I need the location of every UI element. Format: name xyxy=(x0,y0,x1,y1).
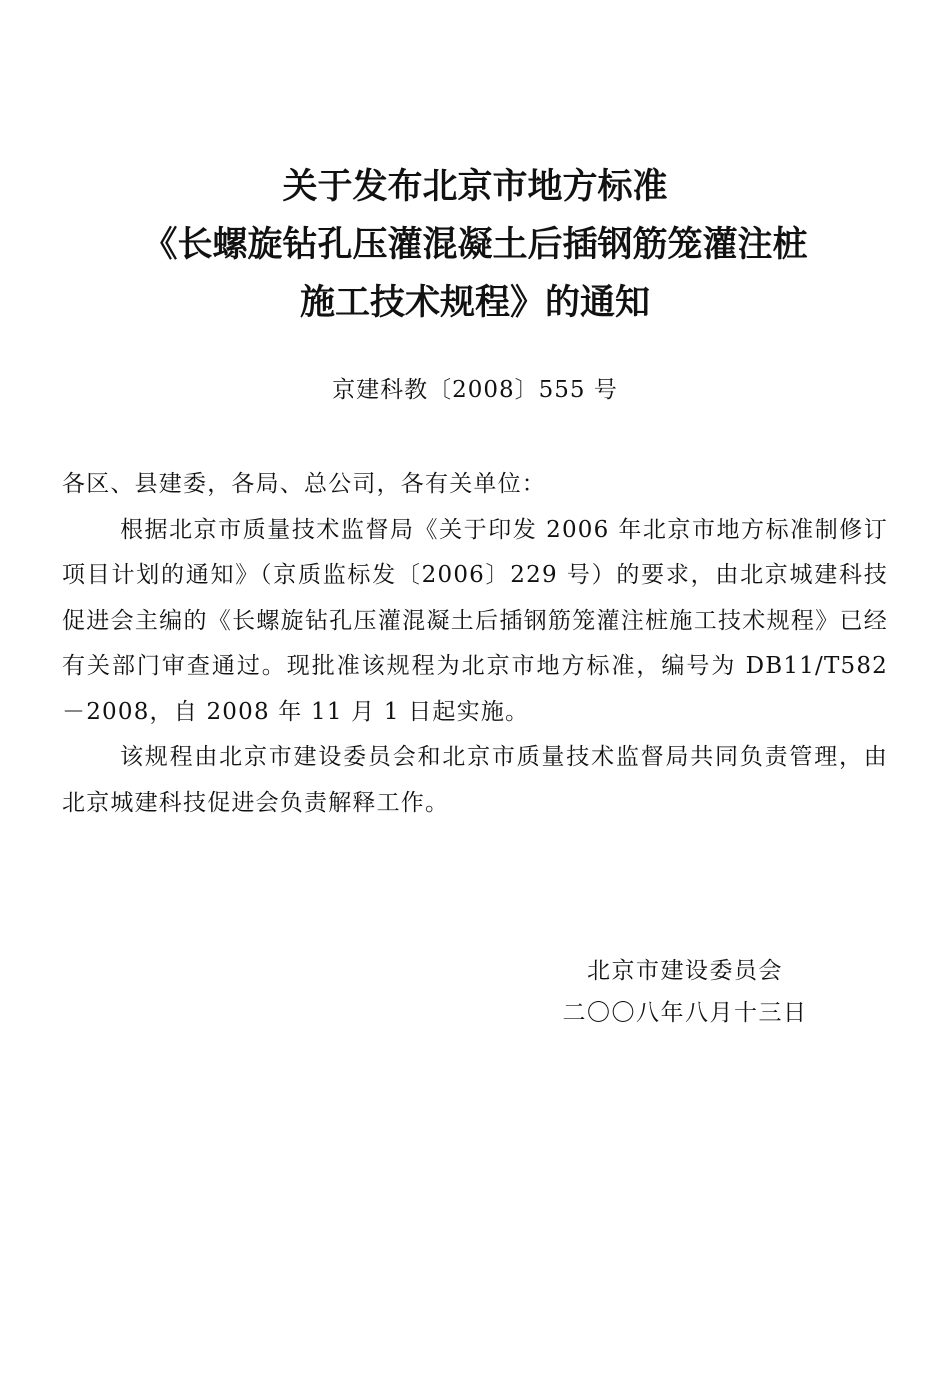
issuer-name: 北京市建设委员会 xyxy=(587,958,783,984)
document-body xyxy=(62,462,888,826)
document-title xyxy=(0,158,950,332)
title-line-1: 关于发布北京市地方标准 xyxy=(282,167,668,207)
salutation: 各区、县建委，各局、总公司，各有关单位： xyxy=(62,471,546,497)
title-line-2: 《长螺旋钻孔压灌混凝土后插钢筋笼灌注桩 xyxy=(142,225,808,265)
issue-date: 二〇〇八年八月十三日 xyxy=(562,1000,808,1026)
paragraph-1: 根据北京市质量技术监督局《关于印发 2006 年北京市地方标准制修订项目计划的通知》（京质监标发〔2006〕229 号）的要求，由北京城建科技促进会主编的《长螺旋钻孔压灌混凝土后插钢筋笼灌注桩施工技术规程》已经有关部门审查通过。现批准该规程为北京市地方标准，编号为 DB11/T582－2008，自 2008 年 11 月 1 日起实施。 xyxy=(62,516,888,725)
signature-block xyxy=(520,950,850,1034)
title-line-3: 施工技术规程》的通知 xyxy=(299,283,650,323)
paragraph-2: 该规程由北京市建设委员会和北京市质量技术监督局共同负责管理，由北京城建科技促进会负责解释工作。 xyxy=(62,744,888,816)
document-number: 京建科教〔2008〕555 号 xyxy=(332,377,618,403)
